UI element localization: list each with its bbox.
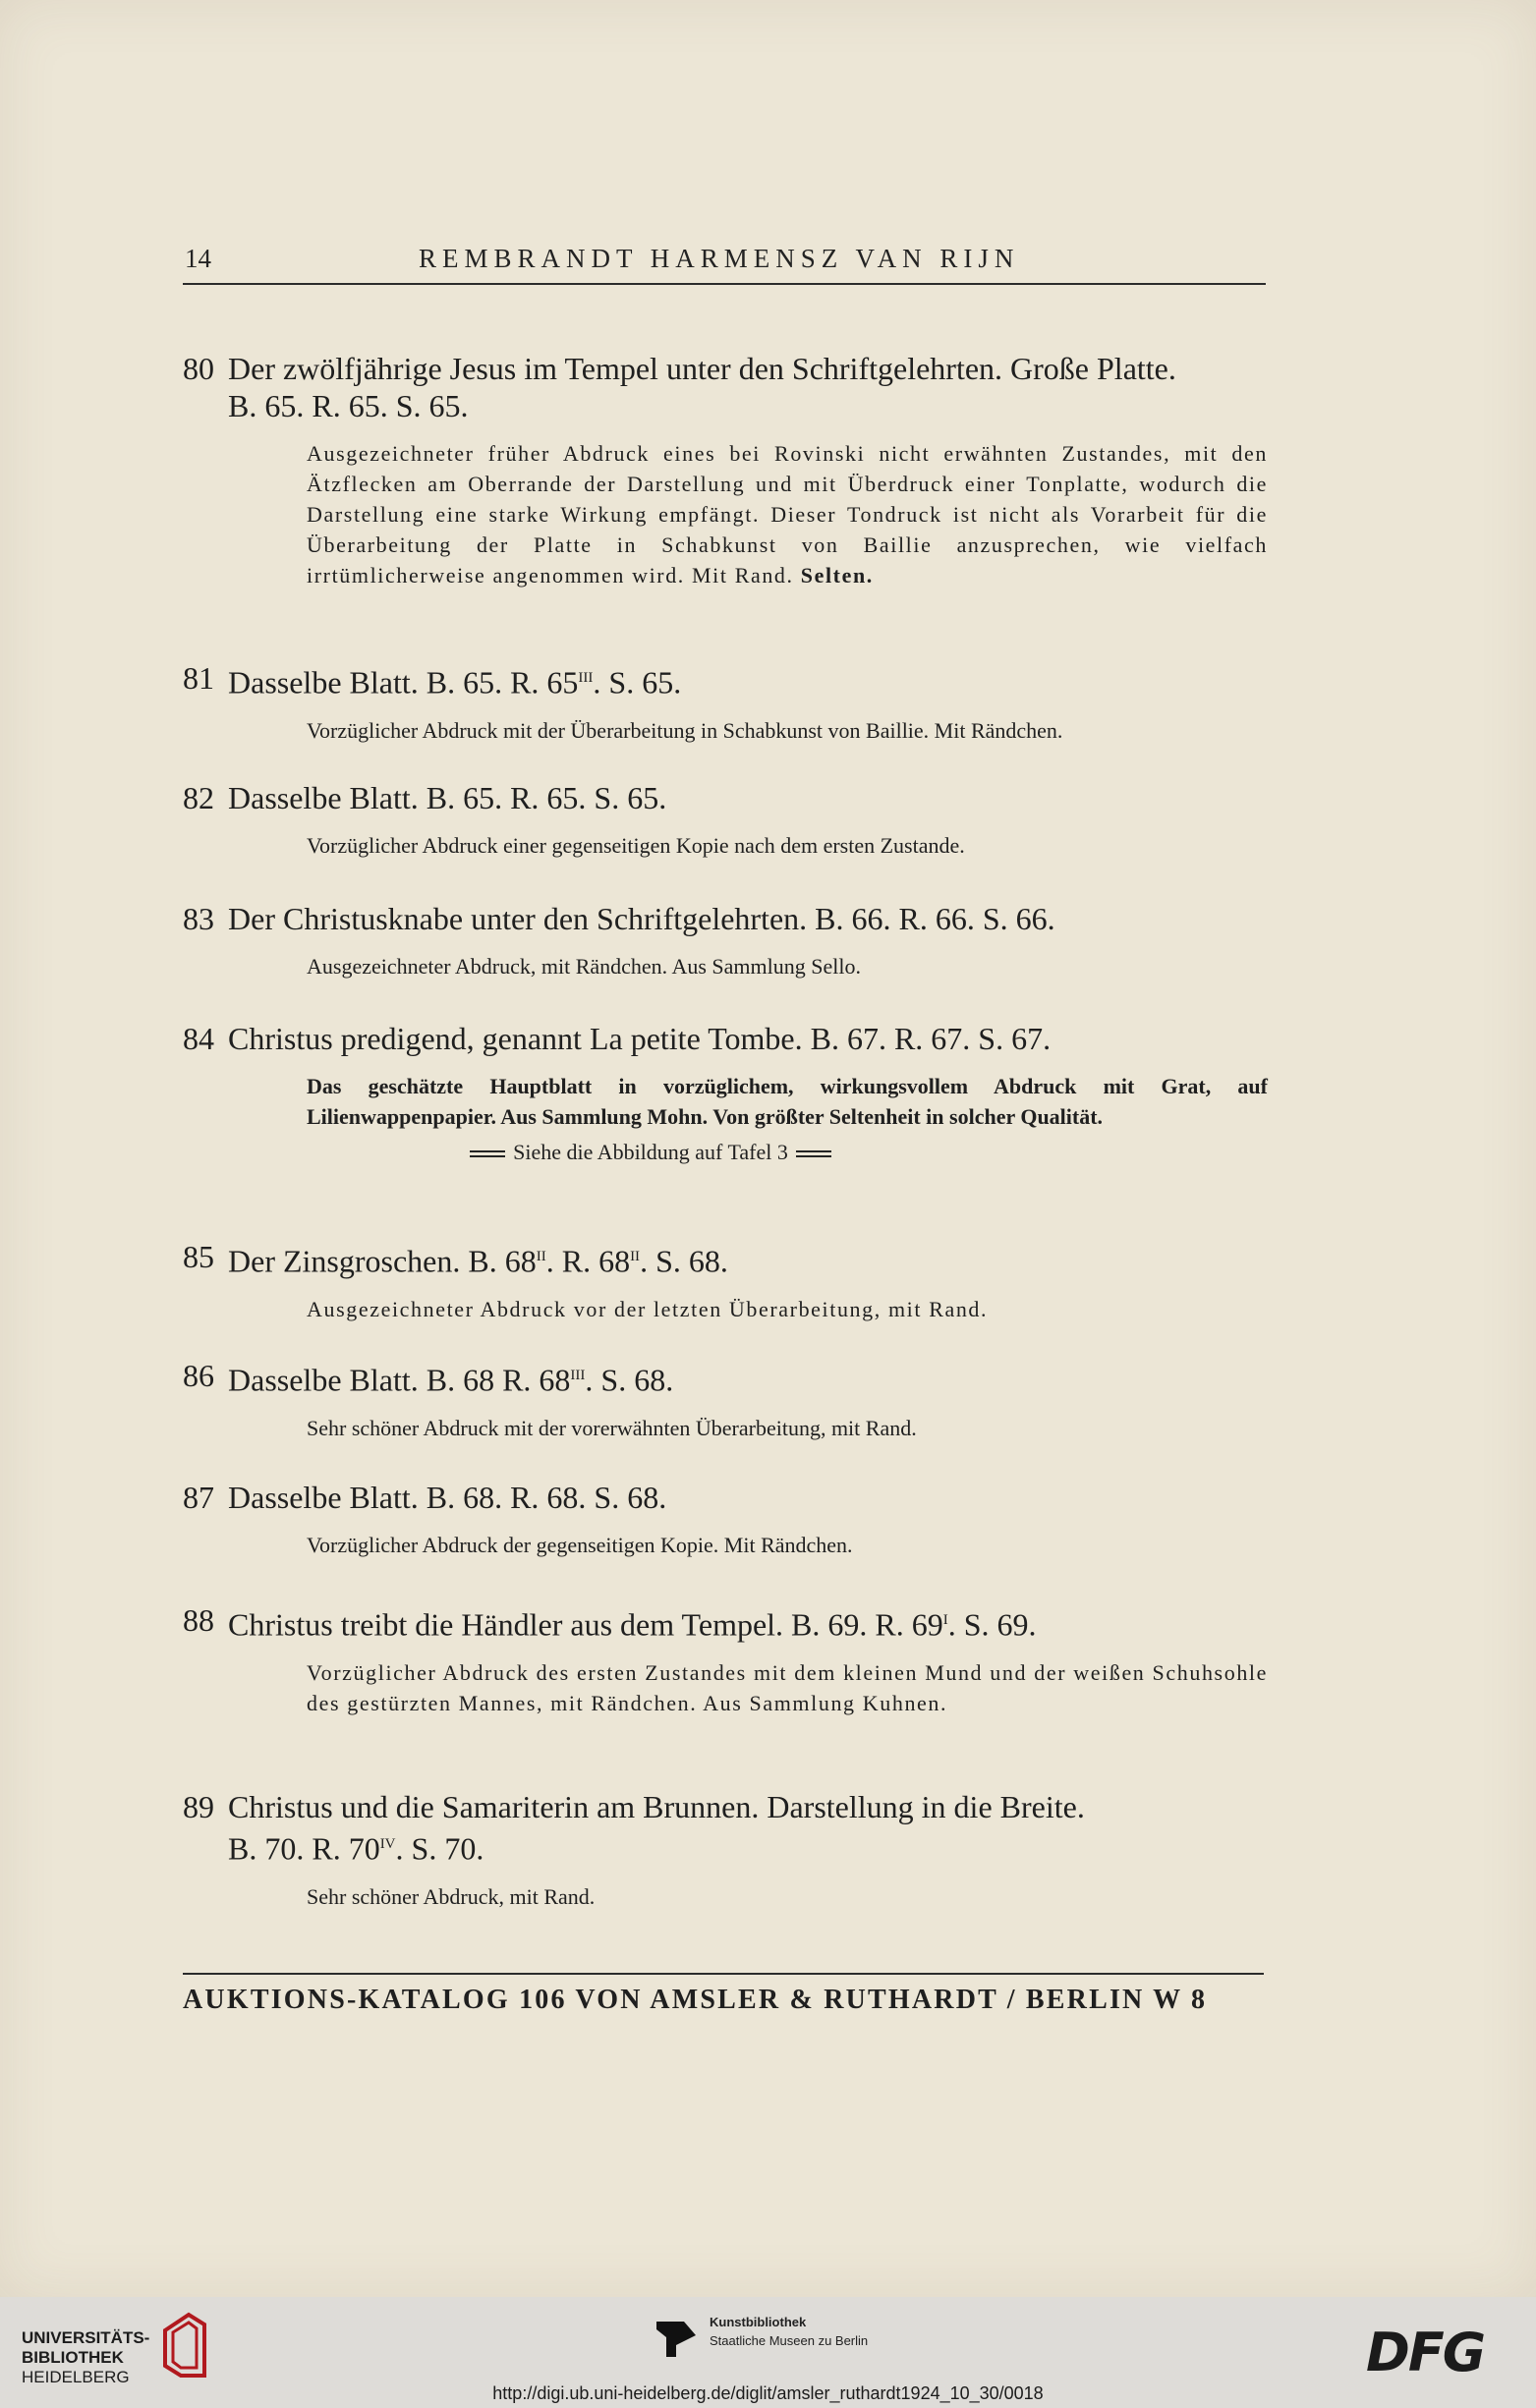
entry-description: Vorzüglicher Abdruck mit der Überarbeitung in Schabkunst von Baillie. Mit Rändchen.	[307, 717, 1063, 743]
entry-number: 85	[183, 1239, 214, 1274]
entry-description: Vorzüglicher Abdruck der gegenseitigen Kopie. Mit Rändchen.	[307, 1533, 853, 1557]
entry-number: 84	[183, 1021, 214, 1056]
entry-title: Der zwölfjährige Jesus im Tempel unter den Schriftgelehrten. Große Platte.	[228, 351, 1176, 386]
entry-references: B. 65. R. 65. S. 65.	[228, 388, 469, 423]
entry-number: 81	[183, 660, 214, 696]
plate-reference: Siehe die Abbildung auf Tafel 3	[307, 1140, 995, 1165]
entry-title: Christus predigend, genannt La petite Tombe. B. 67. R. 67. S. 67.	[228, 1021, 1052, 1056]
catalog-entry-84	[183, 1020, 1268, 1165]
kunstbibliothek-logo-icon	[654, 2316, 698, 2359]
catalog-entry-82	[183, 779, 1268, 861]
entry-title: Dasselbe Blatt. B. 65. R. $65^{III}$. S. 65.	[228, 664, 682, 700]
page-number: 14	[185, 244, 211, 273]
catalog-entry-83	[183, 900, 1268, 981]
entry-title: Christus und die Samariterin am Brunnen. Darstellung in die Breite.	[228, 1789, 1085, 1824]
entry-number: 88	[183, 1602, 214, 1638]
entry-rarity: Selten.	[800, 563, 874, 588]
entry-number: 86	[183, 1358, 214, 1393]
catalog-footer: AUKTIONS-KATALOG 106 VON AMSLER & RUTHARDT / BERLIN W 8	[183, 1985, 1208, 2015]
entry-title: Dasselbe Blatt. B. 68 R. $68^{III}$. S. 68.	[228, 1362, 674, 1398]
entry-number: 83	[183, 901, 214, 936]
entry-description: Vorzüglicher Abdruck des ersten Zustandes mit dem kleinen Mund und der weißen Schuhsohle des gestürzten Mannes, mit Rändchen. Aus Sammlung Kuhnen.	[307, 1659, 1268, 1715]
uni-line-1: UNIVERSITÄTS-	[22, 2328, 150, 2347]
page-header	[183, 244, 1266, 285]
uni-line-2: BIBLIOTHEK	[22, 2348, 124, 2367]
catalog-entry-81	[183, 659, 1268, 746]
entry-title: Christus treibt die Händler aus dem Tempel. B. 69. R. $69^I$. S. 69.	[228, 1606, 1037, 1643]
entry-description: Ausgezeichneter Abdruck vor der letzten Überarbeitung, mit Rand.	[307, 1296, 989, 1321]
dfg-logo[interactable]: DFG	[1366, 2322, 1485, 2383]
entry-description: Das geschätzte Hauptblatt in vorzüglichem, wirkungsvollem Abdruck mit Grat, auf Lilienwappenpapier. Aus Sammlung Mohn. Von größter Seltenheit in solcher Qualität.	[307, 1074, 1268, 1129]
entry-title: Dasselbe Blatt. B. 68. R. 68. S. 68.	[228, 1480, 667, 1515]
catalog-entry-80	[183, 350, 1268, 590]
entry-description: Sehr schöner Abdruck, mit Rand.	[307, 1883, 596, 1909]
kb-line-2: Staatliche Museen zu Berlin	[710, 2333, 869, 2348]
entry-number: 82	[183, 780, 214, 815]
entry-title: Dasselbe Blatt. B. 65. R. 65. S. 65.	[228, 780, 667, 815]
catalog-entry-86	[183, 1357, 1268, 1443]
entry-number: 80	[183, 351, 214, 386]
footer-divider	[183, 1973, 1264, 1975]
catalog-entry-87	[183, 1479, 1268, 1560]
entry-description: Ausgezeichneter früher Abdruck eines bei Rovinski nicht erwähnten Zustandes, mit den Ätzflecken am Oberrande der Darstellung und mit Überdruck einer Tonplatte, wodurch die Darstellung eine starke Wirkung empfängt. Dieser Tondruck ist nicht als Vorarbeit für die Überarbeitung der Platte in Schabkunst von Baillie anzusprechen, wie vielfach irrtümlicherweise angenommen wird. Mit Rand. Selten.	[307, 441, 1268, 588]
entry-references: B. 70. R. $70^{IV}$. S. 70.	[228, 1830, 484, 1867]
catalog-entry-85	[183, 1238, 1268, 1324]
kb-line-1: Kunstbibliothek	[710, 2315, 807, 2329]
entry-description: Sehr schöner Abdruck mit der vorerwähnten Überarbeitung, mit Rand.	[307, 1415, 917, 1440]
kunstbibliothek-label[interactable]	[710, 2313, 868, 2350]
uni-line-3: HEIDELBERG	[22, 2368, 130, 2386]
source-url[interactable]: http://digi.ub.uni-heidelberg.de/diglit/amsler_ruthardt1924_10_30/0018	[492, 2383, 1044, 2403]
entry-description: Ausgezeichneter Abdruck, mit Rändchen. Aus Sammlung Sello.	[307, 954, 861, 979]
entry-title: Der Zinsgroschen. B. $68^{II}$. R. $68^{II}$. S. 68.	[228, 1243, 728, 1279]
running-title: REMBRANDT HARMENSZ VAN RIJN	[419, 244, 1020, 273]
entry-title: Der Christusknabe unter den Schriftgelehrten. B. 66. R. 66. S. 66.	[228, 901, 1055, 936]
university-library-logo[interactable]	[22, 2328, 149, 2387]
catalog-entry-89	[183, 1788, 1268, 1912]
entry-description: Vorzüglicher Abdruck einer gegenseitigen Kopie nach dem ersten Zustande.	[307, 833, 965, 858]
catalog-entry-88	[183, 1601, 1268, 1718]
university-logo-mark-icon	[155, 2311, 208, 2380]
entry-number: 87	[183, 1480, 214, 1515]
entry-number: 89	[183, 1789, 214, 1824]
